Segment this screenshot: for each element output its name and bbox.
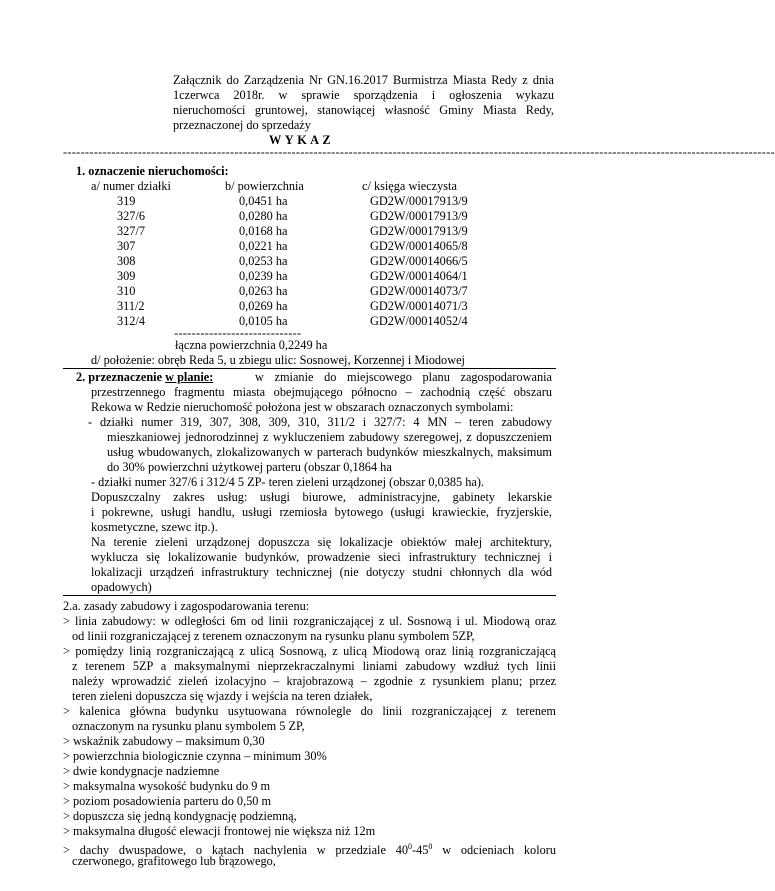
intro-line: w zmianie do miejscowego planu zagospodarowania	[255, 370, 552, 384]
rule-line-roof: > dachy dwuspadowe, o kątach nachylenia w przedziale $40^0-45^0$ w odcieniach koloru	[63, 842, 557, 858]
plot-number: 327/7	[117, 224, 146, 238]
plot-number: 310	[117, 284, 136, 298]
green-area-line: opadowych)	[91, 580, 152, 594]
section2a-heading: 2.a. zasady zabudowy i zagospodarowania terenu:	[63, 599, 310, 613]
services-line: i pokrewne, usługi handlu, usługi rzemiosła bytowego (usługi krawieckie, fryzjerskie,	[91, 505, 552, 519]
plot-land-register: GD2W/00014064/1	[370, 269, 468, 283]
plot-area: 0,0280 ha	[239, 209, 288, 223]
rule-line: > pomiędzy linią rozgraniczającą z ulicą Sosnową, z ulicą Miodową oraz linią rozgraniczającą	[63, 644, 556, 658]
plot-land-register: GD2W/00014052/4	[370, 314, 468, 328]
plot-land-register: GD2W/00017913/9	[370, 209, 468, 223]
intro-line: Rekowa w Redzie nieruchomość położona jest w obszarach oznaczonych symbolami:	[91, 400, 514, 414]
col-header-plot-number: a/ numer działki	[91, 179, 171, 193]
section2-heading-underlined: w planie:	[165, 370, 214, 384]
rule-line: > maksymalna wysokość budynku do 9 m	[63, 779, 271, 793]
rule-line: należy wprowadzić zieleń izolacyjno – krajobrazową – zgodnie z rysunkiem planu; przez	[72, 674, 556, 688]
plot-number: 319	[117, 194, 136, 208]
plot-number: 327/6	[117, 209, 146, 223]
col-header-area: b/ powierzchnia	[225, 179, 304, 193]
plot-land-register: GD2W/00014065/8	[370, 239, 468, 253]
plot-area: 0,0451 ha	[239, 194, 288, 208]
rule-line: > poziom posadowienia parteru do 0,50 m	[63, 794, 272, 808]
zoning-item-line: - działki numer 327/6 i 312/4 5 ZP- teren zieleni urządzonej (obszar 0,0385 ha).	[91, 475, 485, 489]
green-area-line: lokalizacji urządzeń infrastruktury technicznej (nie dotyczy studni chłonnych dla wód	[91, 565, 552, 579]
rule-line: > kalenica główna budynku usytuowana równolegle do linii rozgraniczającej z terenem	[63, 704, 556, 718]
rule-line: oznaczonym na rysunku planu symbolem 5 ZP,	[72, 719, 305, 733]
services-line: Dopuszczalny zakres usług: usługi biurowe, administracyjne, gabinety lekarskie	[91, 490, 552, 504]
rule-line: > linia zabudowy: w odległości 6m od linii rozgraniczającej z ul. Sosnową i ul. Miodową oraz	[63, 614, 556, 628]
rule-line: z terenem 5ZP a maksymalnymi nieprzekraczalnymi liniami zabudowy wzdłuż tych linii	[72, 659, 556, 673]
location: d/ położenie: obręb Reda 5, u zbiegu ulic: Sosnowej, Korzennej i Miodowej	[91, 353, 465, 367]
rule-line: teren zieleni dopuszcza się wjazdy i wejścia na teren działek,	[72, 689, 373, 703]
header-line: Załącznik do Zarządzenia Nr GN.16.2017 Burmistrza Miasta Redy z dnia	[173, 73, 554, 87]
header-line: nieruchomości gruntowej, stanowiącej własność Gminy Miasta Redy,	[173, 103, 554, 117]
green-area-line: Na terenie zieleni urządzonej dopuszcza się lokalizacje obiektów małej architektury,	[91, 535, 552, 549]
rule-line: od linii rozgraniczającej z terenem oznaczonym na rysunku planu symbolem 5ZP,	[72, 629, 475, 643]
plot-land-register: GD2W/00014066/5	[370, 254, 468, 268]
zoning-item-line: - działki numer 319, 307, 308, 309, 310, 311/2 i 327/7: 4 MN – teren zabudowy	[88, 415, 552, 429]
services-line: kosmetyczne, szewc itp.).	[91, 520, 218, 534]
plot-area: 0,0105 ha	[239, 314, 288, 328]
plot-land-register: GD2W/00014071/3	[370, 299, 468, 313]
rule-line: czerwonego, grafitowego lub brązowego,	[72, 854, 276, 868]
plot-area: 0,0263 ha	[239, 284, 288, 298]
zoning-item-line: do 30% powierzchni użytkowej parteru (obszar 0,1864 ha	[107, 460, 392, 474]
plot-number: 312/4	[117, 314, 146, 328]
rule-line: > powierzchnia biologicznie czynna – minimum 30%	[63, 749, 327, 763]
plot-number: 308	[117, 254, 136, 268]
plot-land-register: GD2W/00017913/9	[370, 194, 468, 208]
rule-line: > maksymalna długość elewacji frontowej nie większa niż 12m	[63, 824, 376, 838]
zoning-item-line: usług wbudowanych, zlokalizowanych w parterach budynków mieszkalnych, maksimum	[107, 445, 552, 459]
section-divider	[63, 368, 556, 369]
plot-area: 0,0221 ha	[239, 239, 288, 253]
plot-number: 309	[117, 269, 136, 283]
plot-area: 0,0269 ha	[239, 299, 288, 313]
green-area-line: wyklucza się lokalizowanie budynków, prowadzenie sieci infrastruktury technicznej i	[91, 550, 552, 564]
sum-divider: -----------------------------	[174, 326, 302, 340]
header-line: 1czerwca 2018r. w sprawie sporządzenia i ogłoszenia wykazu	[173, 88, 554, 102]
rule-line: > wskaźnik zabudowy – maksimum 0,30	[63, 734, 265, 748]
zoning-item-line: mieszkaniowej jednorodzinnej z wykluczeniem zabudowy szeregowej, z dopuszczeniem	[107, 430, 552, 444]
section-divider	[63, 595, 556, 596]
col-header-land-register: c/ księga wieczysta	[362, 179, 457, 193]
plot-number: 311/2	[117, 299, 145, 313]
plot-land-register: GD2W/00014073/7	[370, 284, 468, 298]
plot-area: 0,0253 ha	[239, 254, 288, 268]
intro-line: przestrzennego fragmentu miasta obejmującego północno – zachodnią część obszaru	[91, 385, 552, 399]
document-title: W Y K A Z	[269, 133, 332, 147]
rule-line: > dopuszcza się jedną kondygnację podziemną,	[63, 809, 297, 823]
plot-area: 0,0168 ha	[239, 224, 288, 238]
section1-heading: 1. oznaczenie nieruchomości:	[76, 164, 229, 178]
plot-number: 307	[117, 239, 136, 253]
rule-line: > dwie kondygnacje nadziemne	[63, 764, 220, 778]
total-area: łączna powierzchnia 0,2249 ha	[175, 338, 328, 352]
plot-area: 0,0239 ha	[239, 269, 288, 283]
section2-heading: 2. przeznaczenie w planie:	[76, 370, 214, 384]
plot-land-register: GD2W/00017913/9	[370, 224, 468, 238]
separator-line: ------------------------------------------------------------------------------------------------------------------------------------------------------------------	[63, 145, 775, 159]
header-line: przeznaczonej do sprzedaży	[173, 118, 311, 132]
